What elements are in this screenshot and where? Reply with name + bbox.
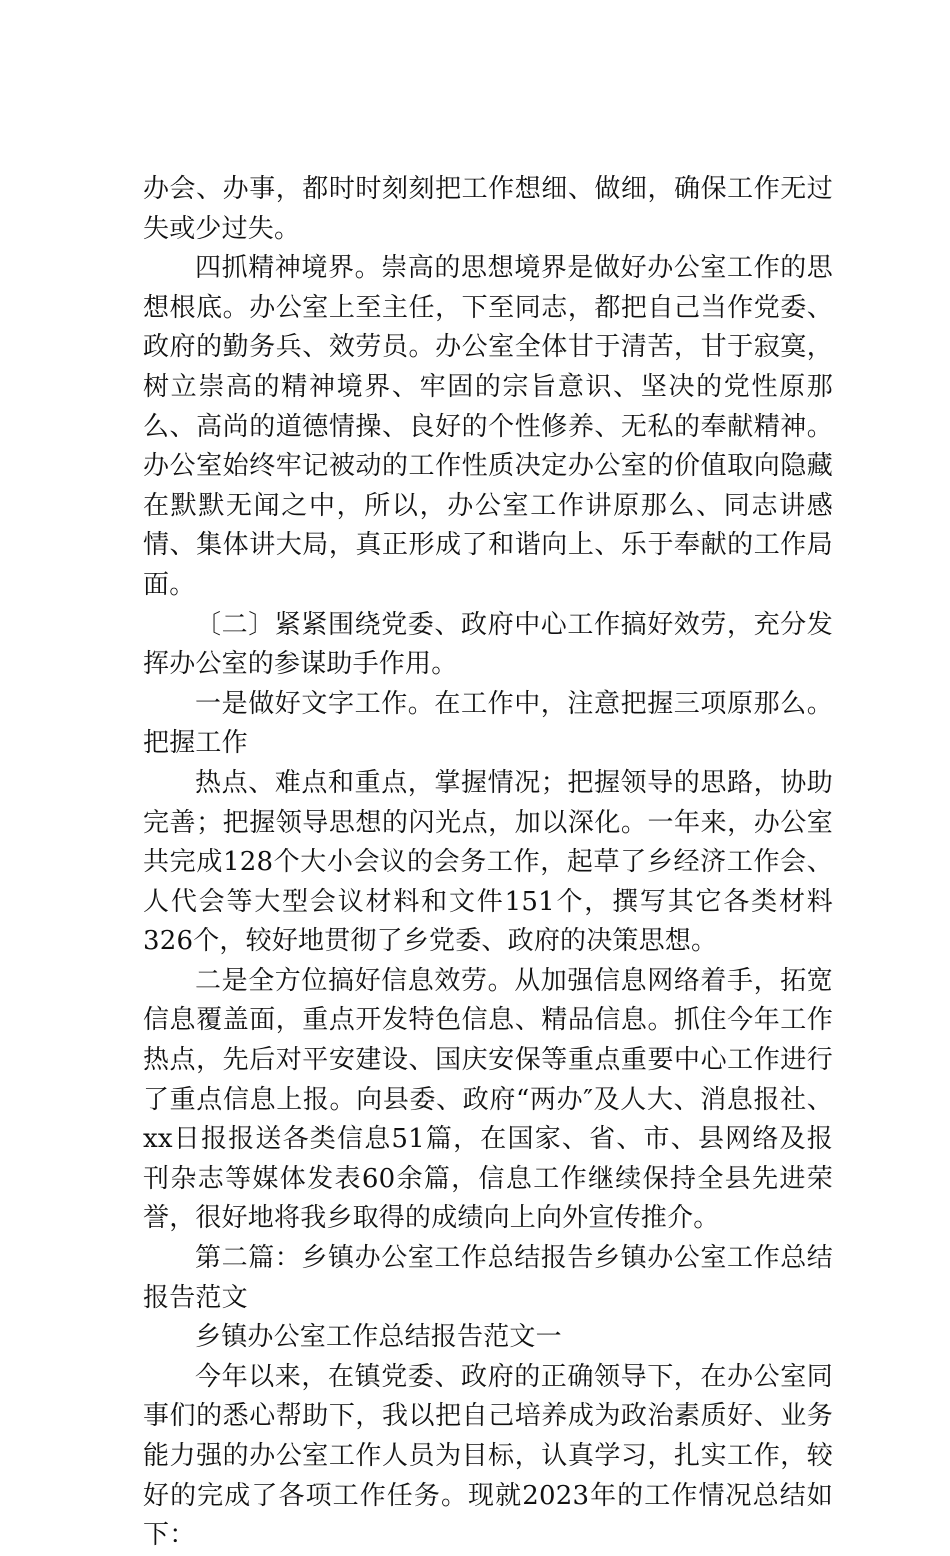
section-heading-2: 〔二〕紧紧围绕党委、政府中心工作搞好效劳，充分发挥办公室的参谋助手作用。 (143, 609, 833, 680)
document-body (143, 170, 833, 1556)
paragraph-intro: 今年以来，在镇党委、政府的正确领导下，在办公室同事们的悉心帮助下，我以把自己培养成为政治素质好、业务能力强的办公室工作人员为目标，认真学习，扎实工作，较好的完成了各项工作任务。现就2023年的工作情况总结如下： (143, 1361, 833, 1551)
paragraph-writing-work-cont: 热点、难点和重点，掌握情况；把握领导的思路，协助完善；把握领导思想的闪光点，加以深化。一年来，办公室共完成128个大小会议的会务工作，起草了乡经济工作会、人代会等大型会议材料和文件151个，撰写其它各类材料326个，较好地贯彻了乡党委、政府的决策思想。 (143, 767, 833, 957)
paragraph-writing-work: 一是做好文字工作。在工作中，注意把握三项原那么。把握工作 (143, 688, 833, 759)
paragraph-information-service: 二是全方位搞好信息效劳。从加强信息网络着手，拓宽信息覆盖面，重点开发特色信息、精品信息。抓住今年工作热点，先后对平安建设、国庆安保等重点重要中心工作进行了重点信息上报。向县委、政府“两办″及人大、消息报社、xx日报报送各类信息51篇，在国家、省、市、县网络及报刊杂志等媒体发表60余篇，信息工作继续保持全县先进荣誉，很好地将我乡取得的成绩向上向外宣传推介。 (143, 965, 833, 1234)
paragraph-continuation: 办会、办事，都时时刻刻把工作想细、做细，确保工作无过失或少过失。 (143, 174, 833, 244)
chapter-title: 第二篇：乡镇办公室工作总结报告乡镇办公室工作总结报告范文 (143, 1243, 833, 1313)
sample-title: 乡镇办公室工作总结报告范文一 (195, 1322, 562, 1353)
paragraph-spirit: 四抓精神境界。崇高的思想境界是做好办公室工作的思想根底。办公室上至主任，下至同志，都把自己当作党委、政府的勤务兵、效劳员。办公室全体甘于清苦，甘于寂寞，树立崇高的精神境界、牢固的宗旨意识、坚决的党性原那么、高尚的道德情操、良好的个性修养、无私的奉献精神。办公室始终牢记被动的工作性质决定办公室的价值取向隐藏在默默无闻之中，所以，办公室工作讲原那么、同志讲感情、集体讲大局，真正形成了和谐向上、乐于奉献的工作局面。 (143, 253, 833, 600)
